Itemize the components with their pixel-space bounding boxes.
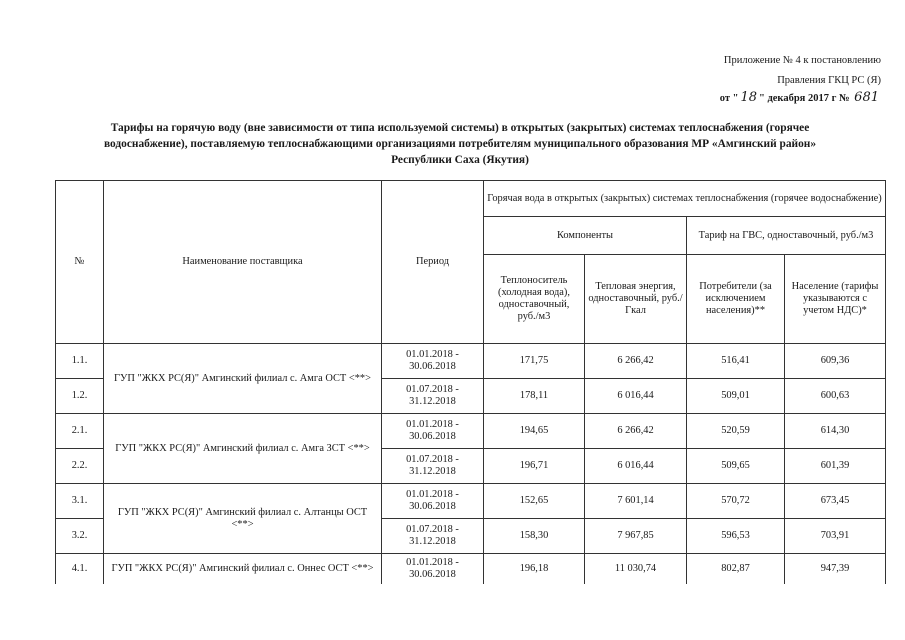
coolant-cell: 196,71: [484, 449, 585, 484]
population-cell: 601,39: [785, 449, 886, 484]
energy-cell: 6 016,44: [585, 379, 687, 414]
header-period: Период: [382, 181, 484, 344]
period-cell: 01.01.2018 - 30.06.2018: [382, 414, 484, 449]
table-row: [56, 484, 886, 519]
coolant-cell: 152,65: [484, 484, 585, 519]
appendix-line-1: Приложение № 4 к постановлению: [723, 55, 881, 66]
coolant-cell: 158,30: [484, 519, 585, 554]
header-group: Горячая вода в открытых (закрытых) системах теплоснабжения (горячее водоснабжение): [484, 181, 886, 217]
period-cell: 01.01.2018 - 30.06.2018: [382, 484, 484, 519]
appendix-day: 18: [740, 90, 757, 105]
consumers-cell: 570,72: [687, 484, 785, 519]
row-number: 3.2.: [56, 519, 104, 554]
consumers-cell: 520,59: [687, 414, 785, 449]
row-number: 1.2.: [56, 379, 104, 414]
supplier-cell: ГУП "ЖКХ РС(Я)" Амгинский филиал с. Амга ЗСТ <**>: [104, 414, 382, 484]
header-energy: Тепловая энергия, одноставочный, руб./Гкал: [585, 255, 687, 344]
table-row: [56, 554, 886, 585]
coolant-cell: 194,65: [484, 414, 585, 449]
header-population: Население (тарифы указываются с учетом НДС)*: [785, 255, 886, 344]
population-cell: 609,36: [785, 344, 886, 379]
population-cell: 703,91: [785, 519, 886, 554]
energy-cell: 6 266,42: [585, 414, 687, 449]
coolant-cell: 196,18: [484, 554, 585, 585]
consumers-cell: 516,41: [687, 344, 785, 379]
period-cell: 01.07.2018 - 31.12.2018: [382, 519, 484, 554]
supplier-cell: ГУП "ЖКХ РС(Я)" Амгинский филиал с. Оннес ОСТ <**>: [104, 554, 382, 585]
period-cell: 01.01.2018 - 30.06.2018: [382, 554, 484, 585]
period-cell: 01.01.2018 - 30.06.2018: [382, 344, 484, 379]
appendix-mid: " декабря 2017 г №: [759, 93, 850, 104]
row-number: 1.1.: [56, 344, 104, 379]
header-num: №: [56, 181, 104, 344]
document-title: Тарифы на горячую воду (вне зависимости от типа используемой системы) в открытых (закрытых) системах теплоснабжения (горячее водоснабжение), поставляемую теплоснабжающими организациями потребителям муниципального образования МР «Амгинский район» Республики Саха (Якутия): [103, 122, 817, 166]
supplier-cell: ГУП "ЖКХ РС(Я)" Амгинский филиал с. Алтанцы ОСТ <**>: [104, 484, 382, 554]
consumers-cell: 509,01: [687, 379, 785, 414]
appendix-prefix: от ": [719, 93, 739, 104]
header-coolant: Теплоноситель (холодная вода), одноставочный, руб./м3: [484, 255, 585, 344]
energy-cell: 11 030,74: [585, 554, 687, 585]
consumers-cell: 802,87: [687, 554, 785, 585]
coolant-cell: 178,11: [484, 379, 585, 414]
energy-cell: 7 967,85: [585, 519, 687, 554]
header-components: Компоненты: [484, 217, 687, 255]
population-cell: 673,45: [785, 484, 886, 519]
appendix-line-3: [720, 91, 881, 105]
population-cell: 600,63: [785, 379, 886, 414]
consumers-cell: 509,65: [687, 449, 785, 484]
period-cell: 01.07.2018 - 31.12.2018: [382, 379, 484, 414]
header-consumers: Потребители (за исключением населения)**: [687, 255, 785, 344]
energy-cell: 7 601,14: [585, 484, 687, 519]
appendix-number: 681: [854, 90, 879, 105]
header-row-1: [56, 181, 886, 217]
header-supplier: Наименование поставщика: [104, 181, 382, 344]
coolant-cell: 171,75: [484, 344, 585, 379]
population-cell: 947,39: [785, 554, 886, 585]
appendix-line-2: Правления ГКЦ РС (Я): [777, 75, 881, 86]
table-row: [56, 344, 886, 379]
energy-cell: 6 266,42: [585, 344, 687, 379]
consumers-cell: 596,53: [687, 519, 785, 554]
header-tariff: Тариф на ГВС, одноставочный, руб./м3: [687, 217, 886, 255]
row-number: 4.1.: [56, 554, 104, 585]
row-number: 3.1.: [56, 484, 104, 519]
table-row: [56, 414, 886, 449]
population-cell: 614,30: [785, 414, 886, 449]
supplier-cell: ГУП "ЖКХ РС(Я)" Амгинский филиал с. Амга ОСТ <**>: [104, 344, 382, 414]
tariff-table: [55, 180, 886, 584]
row-number: 2.2.: [56, 449, 104, 484]
row-number: 2.1.: [56, 414, 104, 449]
period-cell: 01.07.2018 - 31.12.2018: [382, 449, 484, 484]
energy-cell: 6 016,44: [585, 449, 687, 484]
